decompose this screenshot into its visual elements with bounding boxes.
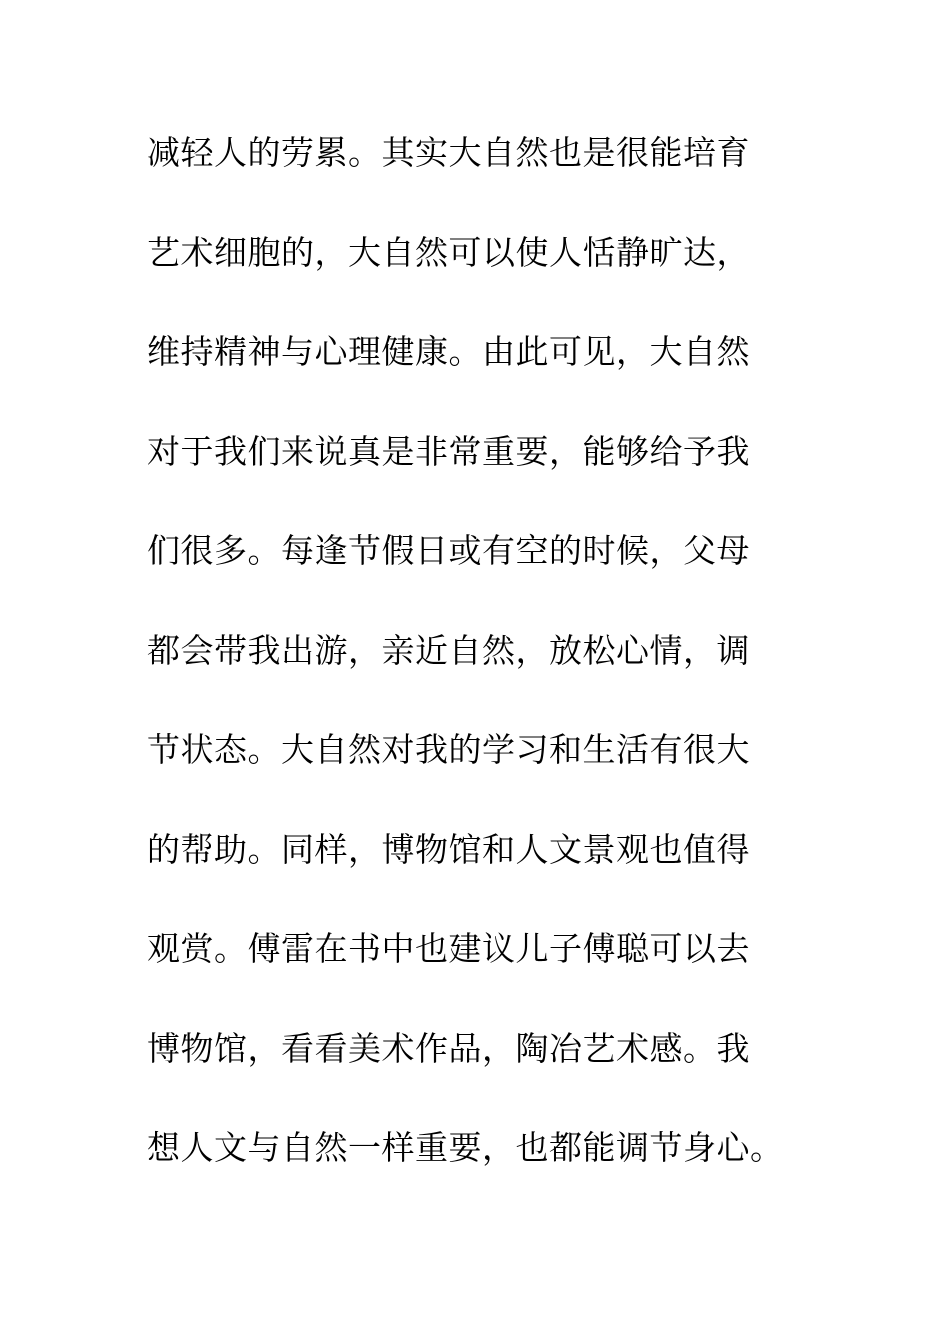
- text-line: 对于我们来说真是非常重要，能够给予我: [147, 431, 750, 471]
- text-line: 维持精神与心理健康。由此可见，大自然: [147, 332, 750, 371]
- text-line: 们很多。每逢节假日或有空的时候，父母: [147, 531, 750, 570]
- text-line: 观赏。傅雷在书中也建议儿子傅聪可以去: [147, 929, 750, 968]
- text-line: 都会带我出游，亲近自然，放松心情，调: [147, 630, 750, 670]
- body-text: [147, 128, 847, 1223]
- text-line: 艺术细胞的，大自然可以使人恬静旷达，: [147, 232, 750, 272]
- text-line: 的帮助。同样，博物馆和人文景观也值得: [147, 829, 750, 869]
- text-line: 节状态。大自然对我的学习和生活有很大: [147, 730, 750, 769]
- text-line: 博物馆，看看美术作品，陶冶艺术感。我: [147, 1028, 750, 1068]
- text-line: 想人文与自然一样重要，也都能调节身心。: [147, 1128, 784, 1167]
- text-line: 减轻人的劳累。其实大自然也是很能培育: [147, 133, 750, 172]
